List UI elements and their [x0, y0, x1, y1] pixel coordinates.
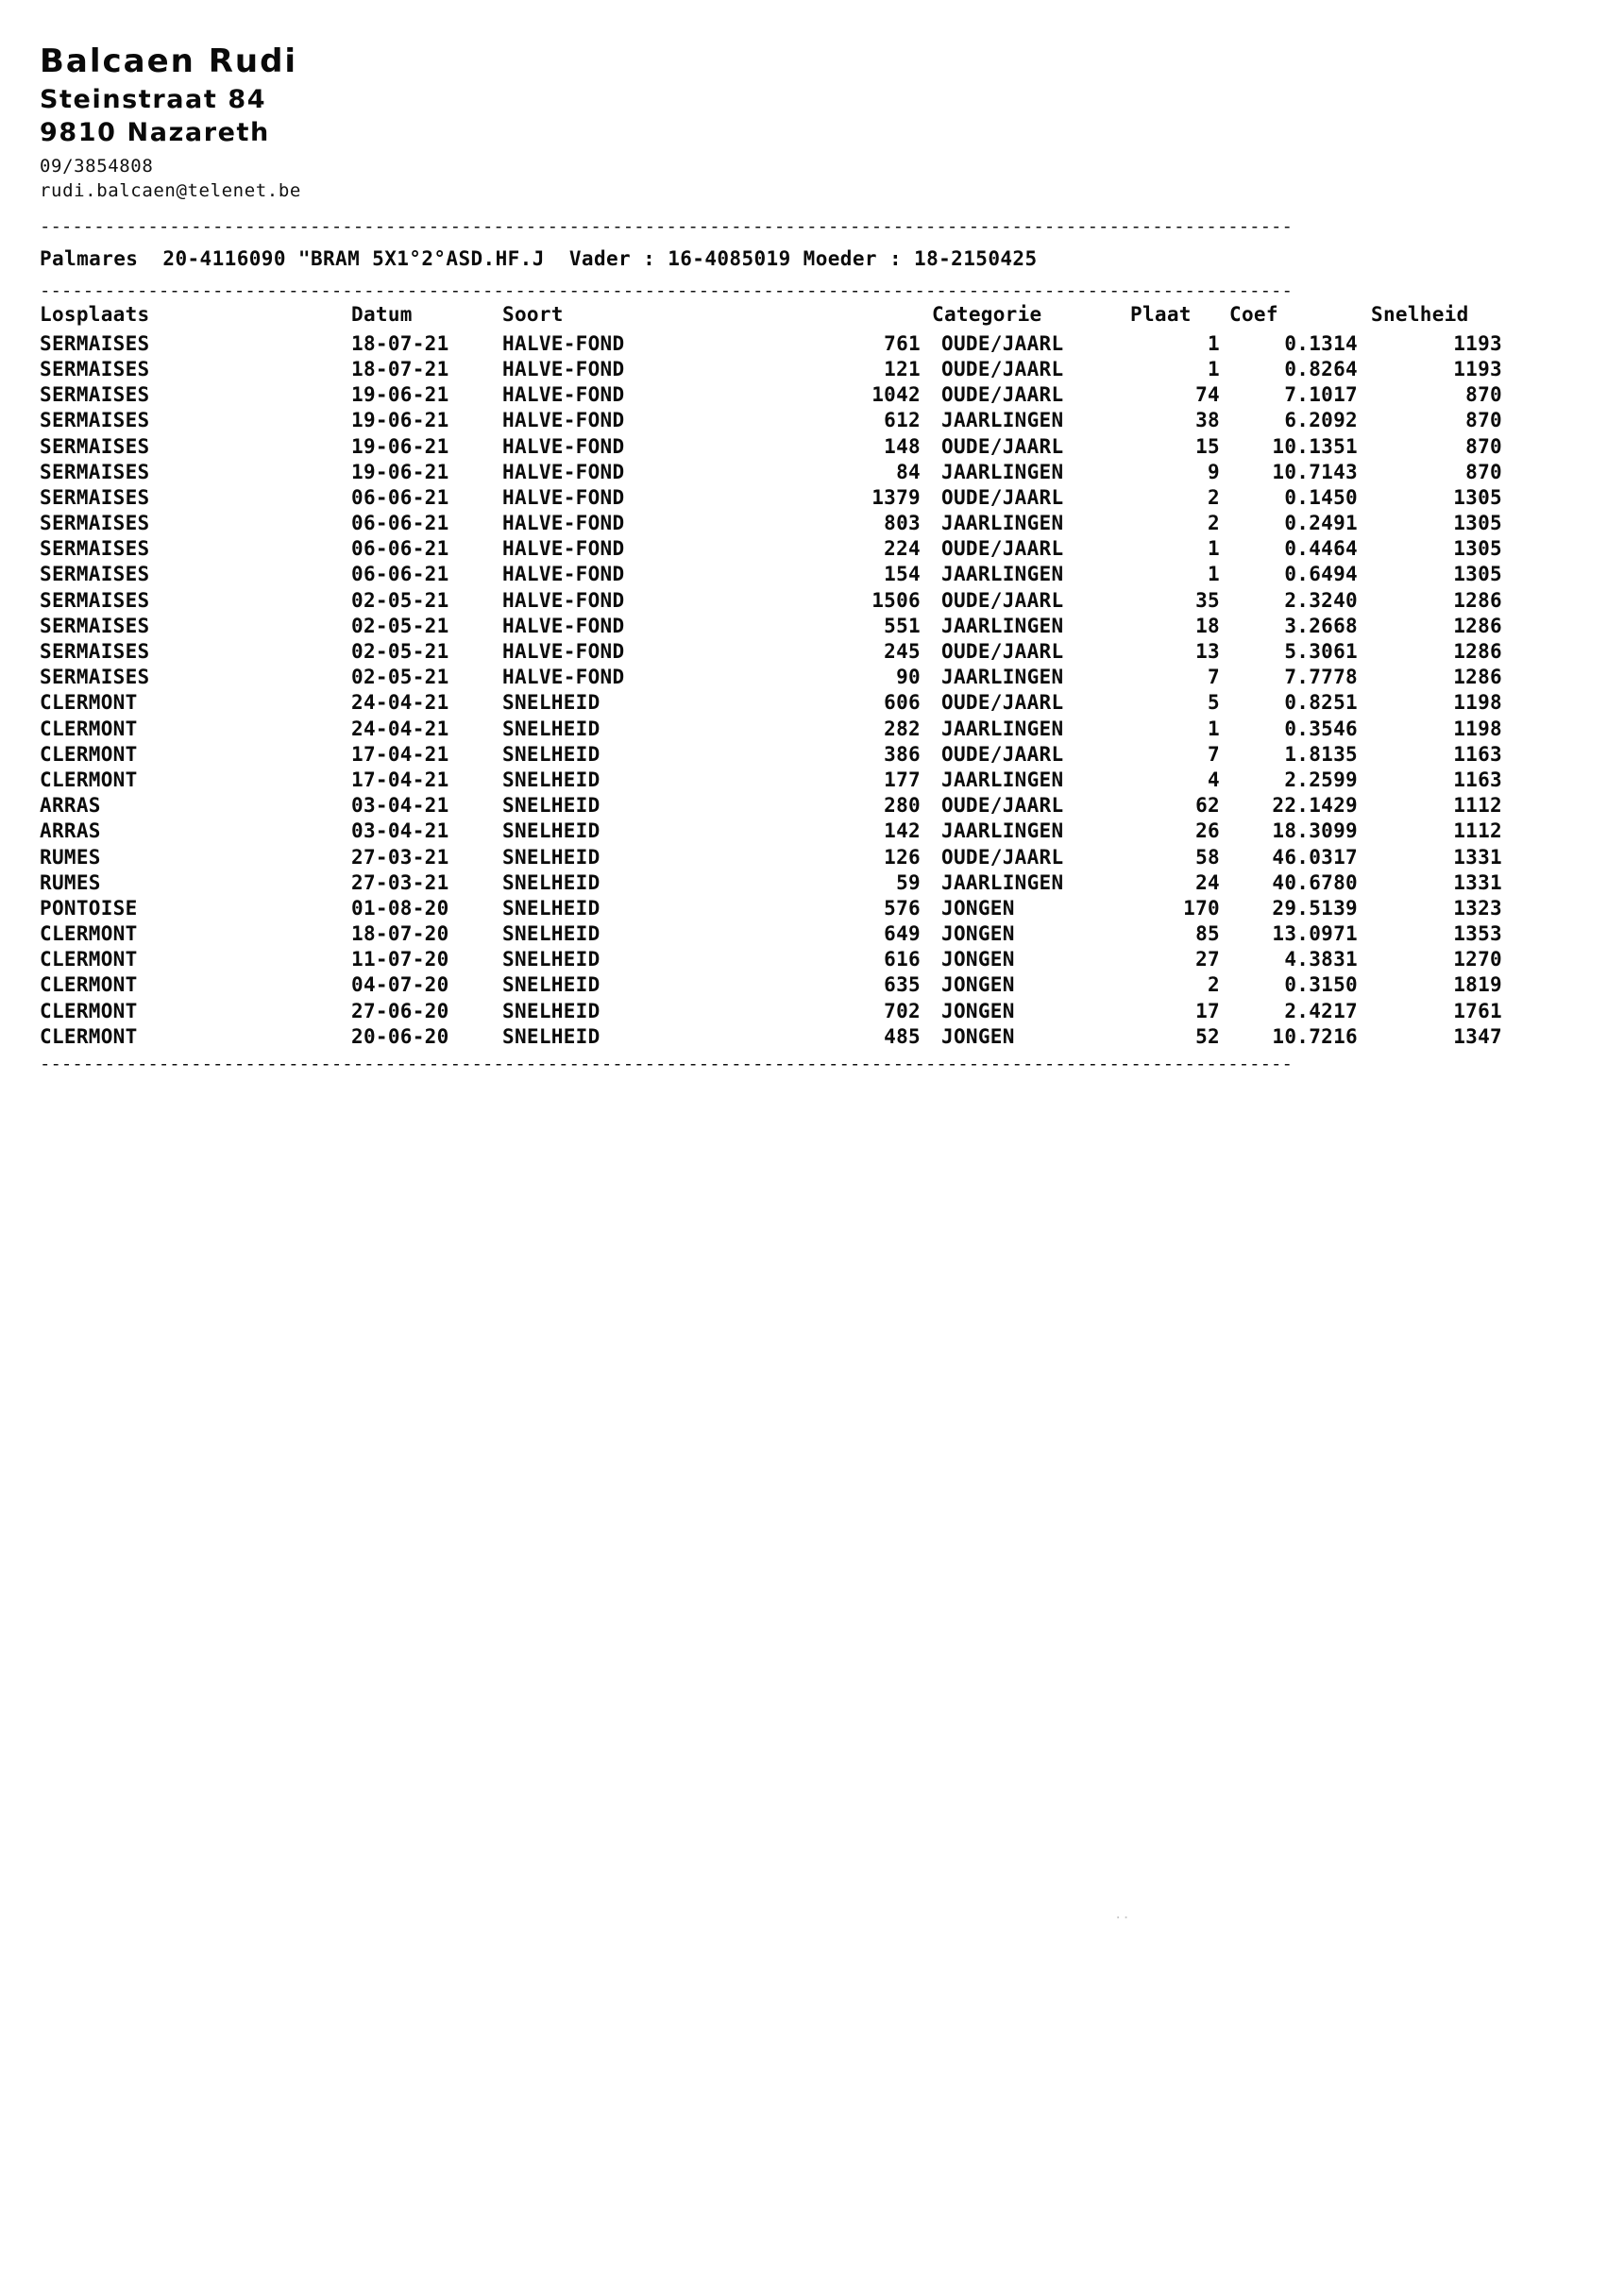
cell-losplaats: SERMAISES [40, 640, 150, 663]
cell-losplaats: ARRAS [40, 794, 101, 818]
cell-plaat: 38 [1195, 409, 1220, 432]
cell-losplaats: SERMAISES [40, 383, 150, 407]
table-row [40, 870, 1508, 896]
cell-categorie: JONGEN [941, 999, 1015, 1022]
cell-coef: 18.3099 [1272, 819, 1358, 843]
table-row [40, 717, 1508, 742]
cell-soort: SNELHEID [502, 896, 601, 920]
cell-aantal: 606 [884, 691, 921, 715]
cell-plaat: 18 [1195, 614, 1220, 637]
cell-soort: SNELHEID [502, 768, 601, 791]
cell-soort: HALVE-FOND [502, 588, 625, 612]
table-header-row [40, 301, 1508, 331]
cell-categorie: OUDE/JAARL [941, 537, 1064, 561]
cell-snelheid: 1270 [1453, 948, 1502, 971]
cell-soort: SNELHEID [502, 794, 601, 818]
cell-snelheid: 1193 [1453, 331, 1502, 355]
cell-aantal: 485 [884, 1024, 921, 1048]
cell-losplaats: CLERMONT [40, 1024, 138, 1048]
cell-plaat: 4 [1208, 768, 1220, 791]
table-row [40, 460, 1508, 485]
cell-aantal: 121 [884, 357, 921, 380]
cell-soort: HALVE-FOND [502, 614, 625, 637]
cell-snelheid: 1286 [1453, 666, 1502, 689]
cell-plaat: 27 [1195, 948, 1220, 971]
cell-categorie: JAARLINGEN [941, 512, 1064, 535]
cell-categorie: JONGEN [941, 896, 1015, 920]
cell-datum: 02-05-21 [351, 666, 449, 689]
table-row [40, 588, 1508, 614]
palmares-line: Palmares 20-4116090 "BRAM 5X1°2°ASD.HF.J Vader : 16-4085019 Moeder : 18-2150425 [40, 247, 1038, 271]
cell-coef: 0.8264 [1284, 357, 1358, 380]
cell-snelheid: 870 [1465, 460, 1502, 483]
cell-aantal: 551 [884, 614, 921, 637]
cell-plaat: 24 [1195, 870, 1220, 894]
cell-snelheid: 870 [1465, 409, 1502, 432]
cell-coef: 3.2668 [1284, 614, 1358, 637]
cell-aantal: 177 [884, 768, 921, 791]
cell-soort: SNELHEID [502, 845, 601, 869]
table-row [40, 562, 1508, 587]
table-row [40, 972, 1508, 998]
results-table-head [40, 301, 1508, 331]
cell-aantal: 1506 [871, 588, 921, 612]
cell-datum: 06-06-21 [351, 537, 449, 561]
cell-aantal: 84 [896, 460, 921, 483]
cell-datum: 27-03-21 [351, 845, 449, 869]
cell-snelheid: 1761 [1453, 999, 1502, 1022]
cell-coef: 40.6780 [1272, 870, 1358, 894]
table-row [40, 742, 1508, 768]
cell-datum: 01-08-20 [351, 896, 449, 920]
cell-soort: HALVE-FOND [502, 485, 625, 509]
cell-categorie: OUDE/JAARL [941, 794, 1064, 818]
cell-plaat: 58 [1195, 845, 1220, 869]
cell-datum: 02-05-21 [351, 614, 449, 637]
table-row [40, 896, 1508, 921]
cell-aantal: 148 [884, 434, 921, 458]
cell-aantal: 1379 [871, 485, 921, 509]
table-row [40, 947, 1508, 972]
cell-plaat: 9 [1208, 460, 1220, 483]
cell-snelheid: 1347 [1453, 1024, 1502, 1048]
cell-snelheid: 870 [1465, 434, 1502, 458]
cell-soort: HALVE-FOND [502, 537, 625, 561]
cell-losplaats: SERMAISES [40, 357, 150, 380]
cell-categorie: JAARLINGEN [941, 717, 1064, 740]
cell-coef: 0.1314 [1284, 331, 1358, 355]
cell-categorie: JONGEN [941, 973, 1015, 997]
cell-coef: 29.5139 [1272, 896, 1358, 920]
cell-losplaats: SERMAISES [40, 588, 150, 612]
cell-losplaats: SERMAISES [40, 409, 150, 432]
cell-losplaats: CLERMONT [40, 691, 138, 715]
cell-snelheid: 1112 [1453, 794, 1502, 818]
cell-coef: 10.7216 [1272, 1024, 1358, 1048]
cell-snelheid: 1305 [1453, 512, 1502, 535]
table-row [40, 382, 1508, 408]
cell-aantal: 126 [884, 845, 921, 869]
cell-snelheid: 1163 [1453, 742, 1502, 766]
cell-plaat: 62 [1195, 794, 1220, 818]
owner-name: Balcaen Rudi [40, 42, 298, 80]
column-header-datum: Datum [351, 302, 413, 326]
cell-losplaats: CLERMONT [40, 768, 138, 791]
cell-soort: HALVE-FOND [502, 331, 625, 355]
cell-categorie: OUDE/JAARL [941, 383, 1064, 407]
cell-coef: 10.7143 [1272, 460, 1358, 483]
cell-coef: 0.2491 [1284, 512, 1358, 535]
cell-aantal: 635 [884, 973, 921, 997]
table-row [40, 665, 1508, 690]
cell-categorie: OUDE/JAARL [941, 357, 1064, 380]
document-content [40, 42, 1550, 1074]
cell-soort: HALVE-FOND [502, 434, 625, 458]
cell-categorie: JAARLINGEN [941, 870, 1064, 894]
cell-aantal: 612 [884, 409, 921, 432]
cell-coef: 1.8135 [1284, 742, 1358, 766]
cell-snelheid: 1353 [1453, 922, 1502, 946]
cell-losplaats: CLERMONT [40, 922, 138, 946]
cell-plaat: 5 [1208, 691, 1220, 715]
cell-snelheid: 1193 [1453, 357, 1502, 380]
cell-snelheid: 1286 [1453, 640, 1502, 663]
cell-categorie: JAARLINGEN [941, 409, 1064, 432]
owner-phone: 09/3854808 [40, 156, 154, 177]
cell-categorie: JONGEN [941, 1024, 1015, 1048]
cell-coef: 6.2092 [1284, 409, 1358, 432]
table-row [40, 793, 1508, 819]
column-header-coef: Coef [1229, 302, 1278, 326]
column-header-snelheid: Snelheid [1371, 302, 1469, 326]
cell-losplaats: SERMAISES [40, 460, 150, 483]
cell-losplaats: SERMAISES [40, 563, 150, 586]
table-row [40, 434, 1508, 460]
cell-plaat: 85 [1195, 922, 1220, 946]
cell-categorie: OUDE/JAARL [941, 691, 1064, 715]
cell-snelheid: 1198 [1453, 691, 1502, 715]
cell-datum: 18-07-21 [351, 357, 449, 380]
column-header-soort: Soort [502, 302, 564, 326]
cell-losplaats: SERMAISES [40, 537, 150, 561]
cell-soort: HALVE-FOND [502, 666, 625, 689]
cell-plaat: 74 [1195, 383, 1220, 407]
cell-coef: 2.4217 [1284, 999, 1358, 1022]
table-row [40, 511, 1508, 536]
cell-plaat: 7 [1208, 742, 1220, 766]
cell-categorie: OUDE/JAARL [941, 485, 1064, 509]
cell-aantal: 90 [896, 666, 921, 689]
cell-soort: HALVE-FOND [502, 460, 625, 483]
cell-losplaats: RUMES [40, 870, 101, 894]
cell-coef: 0.4464 [1284, 537, 1358, 561]
cell-aantal: 224 [884, 537, 921, 561]
table-row [40, 845, 1508, 870]
cell-coef: 0.1450 [1284, 485, 1358, 509]
cell-soort: SNELHEID [502, 717, 601, 740]
cell-snelheid: 1305 [1453, 537, 1502, 561]
cell-aantal: 280 [884, 794, 921, 818]
column-header-plaat: Plaat [1130, 302, 1192, 326]
cell-datum: 19-06-21 [351, 434, 449, 458]
table-row [40, 690, 1508, 716]
cell-plaat: 7 [1208, 666, 1220, 689]
cell-losplaats: SERMAISES [40, 485, 150, 509]
cell-datum: 19-06-21 [351, 383, 449, 407]
cell-coef: 0.3546 [1284, 717, 1358, 740]
cell-datum: 27-03-21 [351, 870, 449, 894]
cell-coef: 2.3240 [1284, 588, 1358, 612]
cell-datum: 18-07-21 [351, 331, 449, 355]
table-row [40, 485, 1508, 511]
cell-losplaats: CLERMONT [40, 973, 138, 997]
cell-soort: SNELHEID [502, 922, 601, 946]
table-row [40, 921, 1508, 947]
cell-soort: HALVE-FOND [502, 563, 625, 586]
cell-soort: SNELHEID [502, 742, 601, 766]
cell-snelheid: 1286 [1453, 614, 1502, 637]
cell-soort: HALVE-FOND [502, 357, 625, 380]
cell-categorie: JAARLINGEN [941, 563, 1064, 586]
column-header-categorie: Categorie [932, 302, 1042, 326]
owner-city: 9810 Nazareth [40, 118, 270, 148]
cell-losplaats: CLERMONT [40, 742, 138, 766]
cell-soort: HALVE-FOND [502, 409, 625, 432]
cell-aantal: 154 [884, 563, 921, 586]
table-row [40, 408, 1508, 433]
cell-categorie: OUDE/JAARL [941, 331, 1064, 355]
column-header-aantal [809, 301, 932, 331]
cell-losplaats: CLERMONT [40, 948, 138, 971]
cell-datum: 27-06-20 [351, 999, 449, 1022]
cell-losplaats: SERMAISES [40, 434, 150, 458]
cell-soort: SNELHEID [502, 973, 601, 997]
cell-plaat: 2 [1208, 485, 1220, 509]
cell-aantal: 576 [884, 896, 921, 920]
cell-datum: 17-04-21 [351, 742, 449, 766]
column-header-losplaats: Losplaats [40, 302, 150, 326]
cell-coef: 46.0317 [1272, 845, 1358, 869]
cell-snelheid: 1305 [1453, 485, 1502, 509]
cell-soort: HALVE-FOND [502, 512, 625, 535]
cell-aantal: 702 [884, 999, 921, 1022]
cell-datum: 04-07-20 [351, 973, 449, 997]
cell-aantal: 386 [884, 742, 921, 766]
cell-categorie: OUDE/JAARL [941, 742, 1064, 766]
cell-categorie: JAARLINGEN [941, 666, 1064, 689]
cell-plaat: 1 [1208, 563, 1220, 586]
owner-email: rudi.balcaen@telenet.be [40, 179, 301, 201]
cell-datum: 18-07-20 [351, 922, 449, 946]
cell-losplaats: CLERMONT [40, 999, 138, 1022]
cell-soort: SNELHEID [502, 999, 601, 1022]
divider-top: -------------------------------------------------------------------------------------------------------------------- [40, 218, 1293, 238]
cell-datum: 20-06-20 [351, 1024, 449, 1048]
cell-categorie: OUDE/JAARL [941, 640, 1064, 663]
cell-soort: SNELHEID [502, 691, 601, 715]
cell-datum: 06-06-21 [351, 485, 449, 509]
cell-snelheid: 1331 [1453, 845, 1502, 869]
cell-datum: 06-06-21 [351, 512, 449, 535]
cell-datum: 11-07-20 [351, 948, 449, 971]
owner-header [40, 42, 1550, 203]
cell-plaat: 1 [1208, 331, 1220, 355]
cell-snelheid: 1819 [1453, 973, 1502, 997]
table-row [40, 639, 1508, 665]
cell-datum: 19-06-21 [351, 460, 449, 483]
cell-snelheid: 1323 [1453, 896, 1502, 920]
cell-losplaats: CLERMONT [40, 717, 138, 740]
results-table [40, 301, 1508, 1050]
cell-losplaats: SERMAISES [40, 614, 150, 637]
table-row [40, 331, 1508, 357]
cell-datum: 24-04-21 [351, 691, 449, 715]
cell-coef: 7.7778 [1284, 666, 1358, 689]
cell-soort: SNELHEID [502, 870, 601, 894]
cell-datum: 06-06-21 [351, 563, 449, 586]
cell-aantal: 616 [884, 948, 921, 971]
cell-datum: 24-04-21 [351, 717, 449, 740]
cell-plaat: 1 [1208, 717, 1220, 740]
cell-snelheid: 1286 [1453, 588, 1502, 612]
cell-losplaats: RUMES [40, 845, 101, 869]
divider-mid: -------------------------------------------------------------------------------------------------------------------- [40, 281, 1293, 301]
cell-datum: 17-04-21 [351, 768, 449, 791]
cell-aantal: 761 [884, 331, 921, 355]
cell-coef: 5.3061 [1284, 640, 1358, 663]
cell-plaat: 15 [1195, 434, 1220, 458]
cell-coef: 7.1017 [1284, 383, 1358, 407]
cell-plaat: 52 [1195, 1024, 1220, 1048]
cell-plaat: 13 [1195, 640, 1220, 663]
cell-plaat: 17 [1195, 999, 1220, 1022]
cell-aantal: 142 [884, 819, 921, 843]
cell-categorie: JONGEN [941, 948, 1015, 971]
cell-categorie: JONGEN [941, 922, 1015, 946]
cell-coef: 0.3150 [1284, 973, 1358, 997]
cell-datum: 19-06-21 [351, 409, 449, 432]
cell-coef: 0.8251 [1284, 691, 1358, 715]
cell-losplaats: SERMAISES [40, 666, 150, 689]
cell-soort: HALVE-FOND [502, 383, 625, 407]
cell-plaat: 1 [1208, 537, 1220, 561]
cell-soort: SNELHEID [502, 948, 601, 971]
cell-plaat: 170 [1183, 896, 1220, 920]
cell-plaat: 26 [1195, 819, 1220, 843]
cell-coef: 13.0971 [1272, 922, 1358, 946]
cell-categorie: JAARLINGEN [941, 614, 1064, 637]
cell-soort: HALVE-FOND [502, 640, 625, 663]
cell-categorie: JAARLINGEN [941, 768, 1064, 791]
divider-bottom: -------------------------------------------------------------------------------------------------------------------- [40, 1055, 1293, 1074]
cell-categorie: OUDE/JAARL [941, 434, 1064, 458]
cell-plaat: 2 [1208, 973, 1220, 997]
cell-soort: SNELHEID [502, 1024, 601, 1048]
cell-snelheid: 1112 [1453, 819, 1502, 843]
cell-snelheid: 1305 [1453, 563, 1502, 586]
table-row [40, 819, 1508, 844]
cell-aantal: 282 [884, 717, 921, 740]
cell-snelheid: 1163 [1453, 768, 1502, 791]
table-row [40, 768, 1508, 793]
table-row [40, 357, 1508, 382]
cell-losplaats: PONTOISE [40, 896, 138, 920]
table-row [40, 614, 1508, 639]
results-table-body [40, 331, 1508, 1050]
cell-datum: 02-05-21 [351, 588, 449, 612]
cell-aantal: 803 [884, 512, 921, 535]
cell-datum: 02-05-21 [351, 640, 449, 663]
cell-snelheid: 870 [1465, 383, 1502, 407]
scan-artifact: .. [1114, 1907, 1130, 1922]
cell-coef: 22.1429 [1272, 794, 1358, 818]
table-row [40, 1024, 1508, 1050]
cell-losplaats: SERMAISES [40, 331, 150, 355]
owner-street: Steinstraat 84 [40, 85, 267, 115]
cell-snelheid: 1198 [1453, 717, 1502, 740]
table-row [40, 999, 1508, 1024]
cell-plaat: 2 [1208, 512, 1220, 535]
cell-plaat: 35 [1195, 588, 1220, 612]
cell-categorie: OUDE/JAARL [941, 845, 1064, 869]
cell-losplaats: SERMAISES [40, 512, 150, 535]
cell-soort: SNELHEID [502, 819, 601, 843]
cell-aantal: 649 [884, 922, 921, 946]
cell-categorie: JAARLINGEN [941, 460, 1064, 483]
cell-categorie: JAARLINGEN [941, 819, 1064, 843]
cell-coef: 2.2599 [1284, 768, 1358, 791]
cell-losplaats: ARRAS [40, 819, 101, 843]
cell-datum: 03-04-21 [351, 819, 449, 843]
cell-snelheid: 1331 [1453, 870, 1502, 894]
cell-aantal: 245 [884, 640, 921, 663]
cell-datum: 03-04-21 [351, 794, 449, 818]
cell-plaat: 1 [1208, 357, 1220, 380]
cell-categorie: OUDE/JAARL [941, 588, 1064, 612]
cell-aantal: 1042 [871, 383, 921, 407]
cell-coef: 10.1351 [1272, 434, 1358, 458]
cell-coef: 4.3831 [1284, 948, 1358, 971]
table-row [40, 536, 1508, 562]
cell-aantal: 59 [896, 870, 921, 894]
cell-coef: 0.6494 [1284, 563, 1358, 586]
